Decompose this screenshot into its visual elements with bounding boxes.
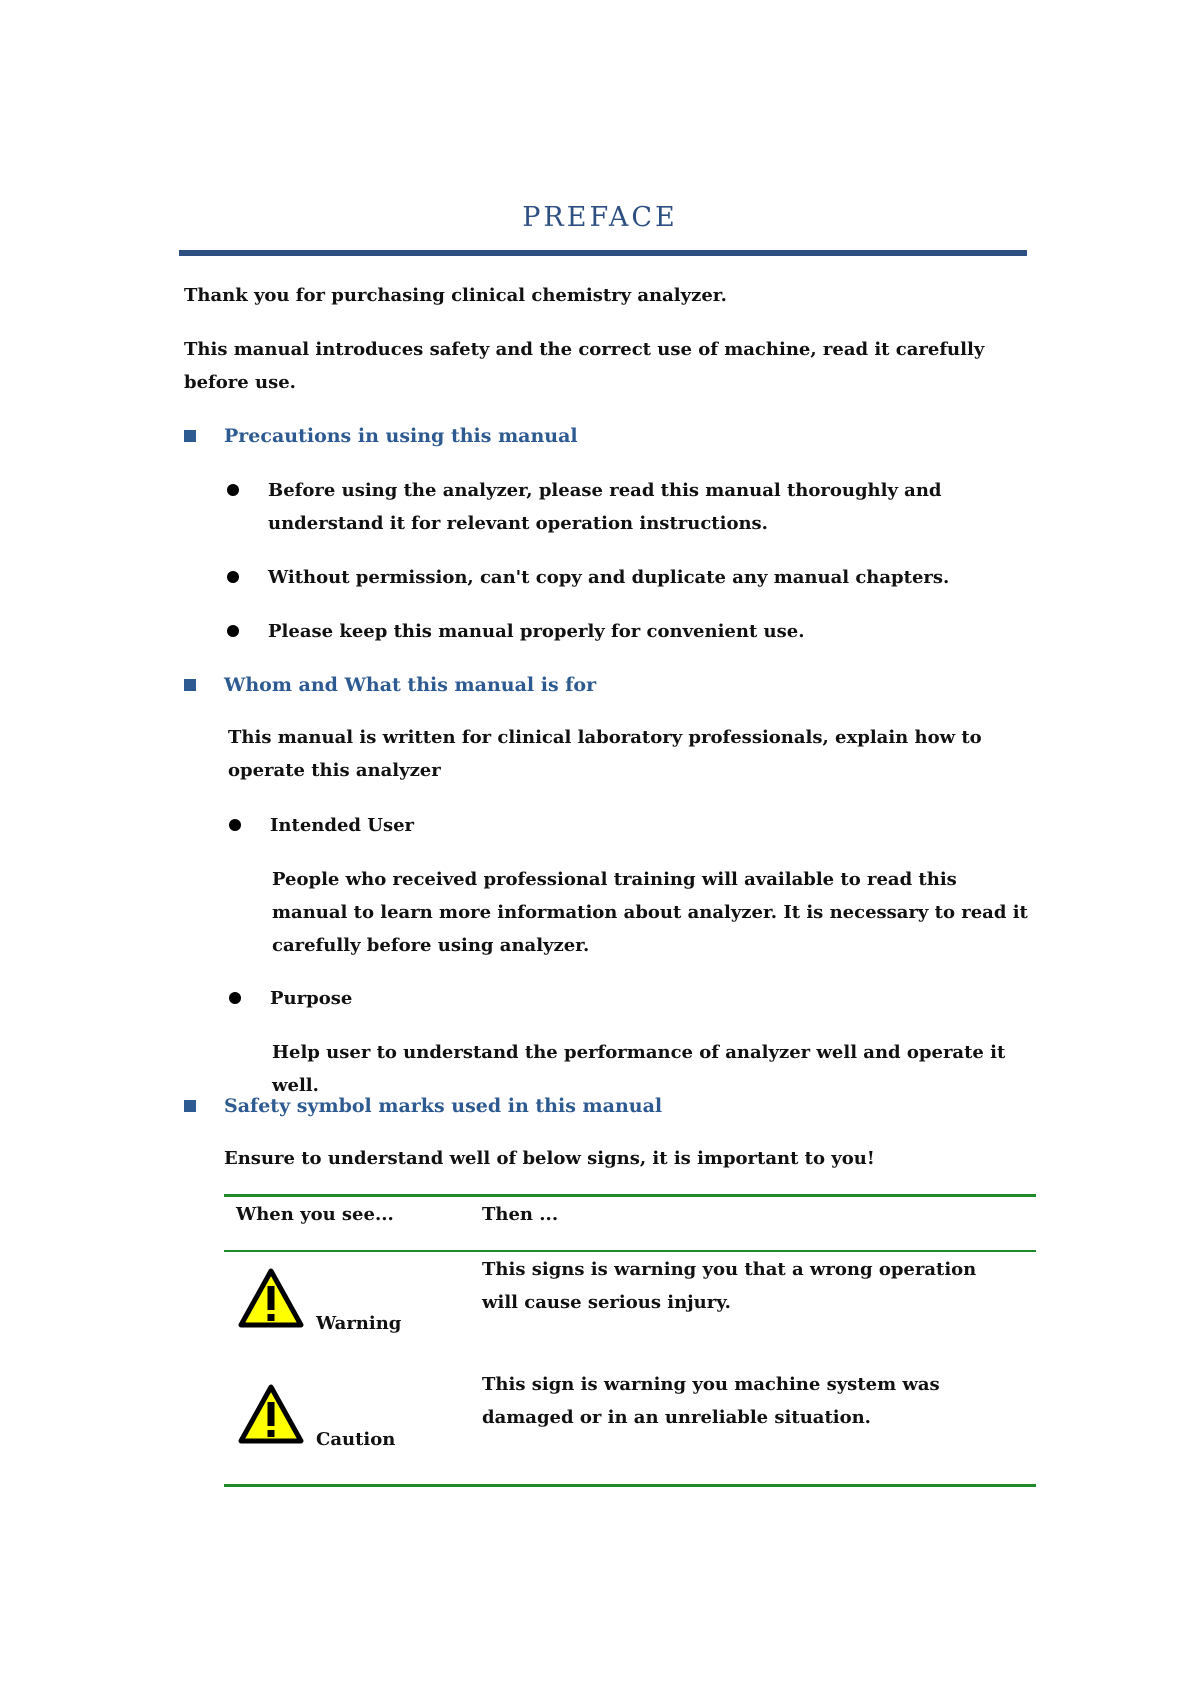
intro-manual: This manual introduces safety and the correct use of machine, read it carefully before use. xyxy=(184,339,985,393)
section-heading-label: Whom and What this manual is for xyxy=(224,674,597,696)
section-heading-label: Precautions in using this manual xyxy=(224,425,578,447)
intro-thanks: Thank you for purchasing clinical chemistry analyzer. xyxy=(184,285,727,306)
precaution-item: Without permission, can't copy and duplicate any manual chapters. xyxy=(268,567,950,588)
item-label-intended-user: Intended User xyxy=(270,815,415,836)
symbol-meaning-warning: This signs is warning you that a wrong operation will cause serious injury. xyxy=(482,1259,977,1313)
table-header-symbol: When you see... xyxy=(236,1204,394,1225)
audience-body: This manual is written for clinical laboratory professionals, explain how to operate this analyzer xyxy=(228,727,982,781)
title-rule xyxy=(179,250,1027,256)
section-heading-label: Safety symbol marks used in this manual xyxy=(224,1095,663,1117)
bullet-dot-icon xyxy=(227,625,239,637)
item-label-purpose: Purpose xyxy=(270,988,353,1009)
item-text-intended-user: People who received professional training will available to read this manual to learn more information about analyzer. It is necessary to read it carefully before using analyzer. xyxy=(272,869,1028,956)
precaution-item: Before using the analyzer, please read this manual thoroughly and understand it for relevant operation instructions. xyxy=(268,480,942,534)
page-title: PREFACE xyxy=(522,202,678,233)
precaution-item: Please keep this manual properly for convenient use. xyxy=(268,621,805,642)
square-bullet-icon xyxy=(184,679,196,691)
table-header-rule xyxy=(224,1250,1036,1252)
bullet-dot-icon xyxy=(227,484,239,496)
symbol-meaning-caution: This sign is warning you machine system was damaged or in an unreliable situation. xyxy=(482,1374,940,1428)
section-heading-safety-symbols xyxy=(184,1090,884,1123)
safety-intro: Ensure to understand well of below signs, it is important to you! xyxy=(224,1148,875,1169)
warning-triangle-icon xyxy=(238,1268,304,1328)
bullet-dot-icon xyxy=(227,571,239,583)
caution-triangle-icon xyxy=(238,1384,304,1444)
item-text-purpose: Help user to understand the performance of analyzer well and operate it well. xyxy=(272,1042,1006,1096)
symbol-label-caution: Caution xyxy=(316,1429,396,1450)
bullet-dot-icon xyxy=(229,819,241,831)
section-heading-precautions xyxy=(184,420,884,453)
table-top-rule xyxy=(224,1194,1036,1197)
table-header-meaning: Then ... xyxy=(482,1204,559,1225)
square-bullet-icon xyxy=(184,430,196,442)
table-bottom-rule xyxy=(224,1484,1036,1487)
symbol-label-warning: Warning xyxy=(316,1313,402,1334)
section-heading-audience xyxy=(184,669,884,702)
square-bullet-icon xyxy=(184,1100,196,1112)
bullet-dot-icon xyxy=(229,992,241,1004)
